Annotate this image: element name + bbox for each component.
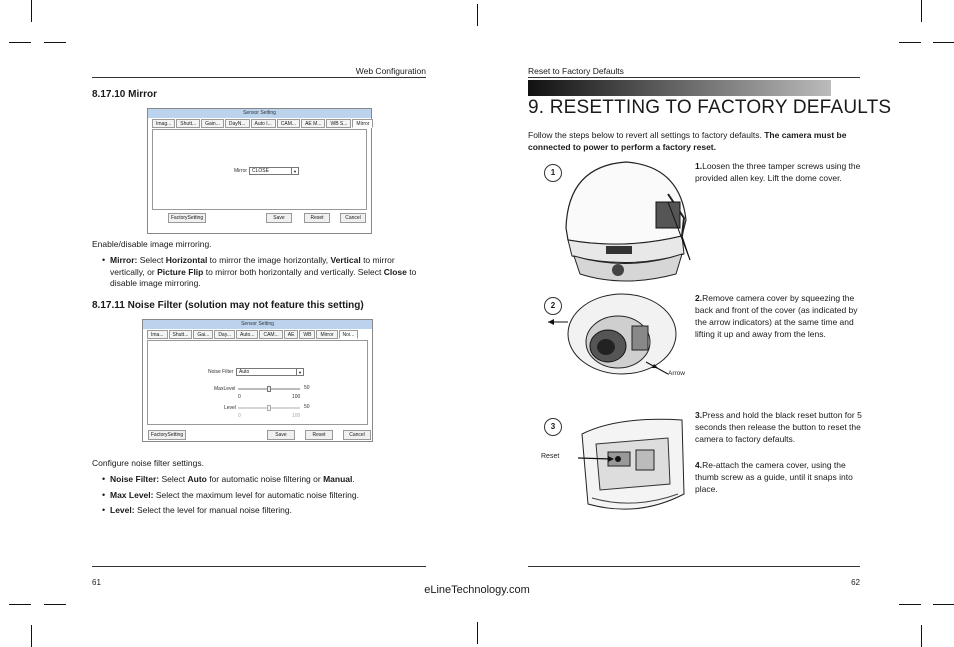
camera-module-illustration [548, 292, 688, 384]
level-slider[interactable] [238, 407, 300, 409]
step-3-text [695, 409, 863, 445]
level-value: 50 [304, 404, 310, 410]
tab-mirror[interactable]: Mirror [316, 330, 337, 339]
step-3-badge: 3 [544, 418, 562, 436]
tab-mirror[interactable]: Mirror [352, 119, 373, 128]
step-1-badge: 1 [544, 164, 562, 182]
level-label: Level [224, 405, 236, 411]
noise-filter-value: Auto [239, 369, 250, 375]
crop-mark [933, 42, 954, 43]
header-rule [92, 77, 426, 78]
noise-filter-select[interactable] [236, 368, 304, 376]
noise-bullets [100, 474, 426, 521]
tab-cam[interactable]: CAM... [259, 330, 282, 339]
step-description: Remove camera cover by squeezing the back and front of the cover (as indicated by the arrow indicators) at the same time and lifting it up and away from the lens. [695, 293, 858, 339]
tab-cam[interactable]: CAM... [277, 119, 300, 128]
noise-heading: 8.17.11 Noise Filter (solution may not feature this setting) [92, 300, 364, 311]
bullet-label: Noise Filter: [110, 474, 160, 484]
maxlevel-value: 50 [304, 385, 310, 391]
bullet-emph: Close [383, 266, 407, 277]
tab-shutter[interactable]: Shutt... [169, 330, 193, 339]
crop-mark [921, 625, 922, 647]
mirror-label: Mirror [234, 168, 248, 174]
crop-mark [933, 604, 954, 605]
cancel-button[interactable]: Cancel [340, 213, 366, 223]
chevron-down-icon: ▼ [296, 369, 303, 375]
step-4-text [695, 459, 863, 495]
bullet-label: Max Level: [110, 489, 154, 500]
noise-tabs [147, 330, 359, 339]
factory-setting-button[interactable]: FactorySetting [148, 430, 186, 440]
page-header: Web Configuration [355, 66, 426, 76]
tab-daynight[interactable]: Day... [214, 330, 235, 339]
left-page [92, 0, 426, 647]
step-description: Re-attach the camera cover, using the thumb screw as a guide, until it snaps into place. [695, 460, 853, 494]
title-gradient-bar [528, 80, 831, 96]
bullet-emph: Picture Flip [157, 266, 204, 277]
noise-intro: Configure noise filter settings. [92, 458, 204, 468]
bullet-text: to mirror vertically, or [110, 255, 395, 277]
tab-noise[interactable]: Noi... [339, 330, 359, 339]
maxlevel-bullet [100, 490, 426, 502]
page-header: Reset to Factory Defaults [528, 66, 624, 76]
crop-mark [921, 0, 922, 22]
intro-text: Follow the steps below to revert all settings to factory defaults. [528, 130, 765, 140]
step-description: Press and hold the black reset button for 5 seconds then release the button to reset the camera to factory defaults. [695, 410, 862, 444]
tab-daynight[interactable]: DayN... [225, 119, 250, 128]
maxlevel-label: MaxLevel [214, 386, 236, 392]
cancel-button[interactable]: Cancel [343, 430, 371, 440]
step-description: Loosen the three tamper screws using the provided allen key. Lift the dome cover. [695, 161, 861, 183]
tab-ae[interactable]: AE M... [301, 119, 325, 128]
bullet-text: Select [159, 474, 188, 484]
step-1-text [695, 160, 863, 184]
tab-auto[interactable]: Auto... [236, 330, 258, 339]
bullet-text: Select [137, 255, 166, 265]
tab-wb[interactable]: WB [299, 330, 315, 339]
site-footer: eLineTechnology.com [424, 584, 530, 596]
footer-rule [528, 566, 860, 567]
bullet-text: Select the level for manual noise filtering. [134, 505, 292, 515]
slider-knob[interactable] [267, 405, 271, 411]
intro-warning: The camera must be connected to power to perform a factory reset. [528, 130, 847, 152]
noise-pane [147, 340, 368, 425]
crop-mark [9, 604, 31, 605]
dome-cover-illustration [558, 158, 694, 292]
chevron-down-icon: ▼ [291, 168, 298, 174]
reset-callout: Reset [541, 453, 560, 460]
crop-mark [899, 604, 921, 605]
step-number: 4. [695, 460, 703, 470]
step-number: 1. [695, 161, 703, 171]
tab-image[interactable]: Imag... [152, 119, 175, 128]
tab-wb[interactable]: WB S... [326, 119, 351, 128]
mirror-tabs [152, 119, 374, 128]
reset-button-illustration [578, 414, 690, 518]
header-rule [528, 77, 860, 78]
bullet-label: Mirror: [110, 255, 138, 265]
mirror-select-value: CLOSE [252, 168, 269, 174]
tab-gain[interactable]: Gain... [201, 119, 224, 128]
crop-mark [477, 622, 478, 644]
level-bullet [100, 505, 426, 517]
tab-shutter[interactable]: Shutt... [176, 119, 200, 128]
mirror-bullet [100, 255, 426, 290]
arrow-callout: Arrow [668, 370, 685, 377]
mirror-heading: 8.17.10 Mirror [92, 89, 158, 100]
bullet-emph: Vertical [330, 255, 361, 265]
reset-button[interactable]: Reset [304, 213, 330, 223]
bullet-text: to disable image mirroring. [110, 266, 417, 288]
bullet-emph: Manual [323, 474, 353, 484]
bullet-text: . [352, 474, 355, 484]
mirror-select[interactable] [249, 167, 299, 175]
level-max: 100 [292, 413, 301, 419]
mirror-pane [152, 129, 367, 210]
level-min: 0 [238, 413, 241, 419]
crop-mark [9, 42, 31, 43]
right-page [528, 0, 892, 647]
mirror-dialog [147, 108, 372, 234]
noise-dialog [142, 319, 373, 442]
bullet-text: Select the maximum level for automatic noise filtering. [153, 489, 359, 500]
step-2-badge: 2 [544, 297, 562, 315]
step-number: 2. [695, 293, 703, 303]
bullet-emph: Auto [187, 474, 207, 484]
footer-rule [92, 566, 426, 567]
crop-mark [44, 604, 66, 605]
crop-mark [31, 0, 32, 22]
bullet-text: to mirror the image horizontally, [207, 255, 331, 265]
tab-gain[interactable]: Gai... [193, 330, 213, 339]
noise-filter-label: Noise Filter [208, 369, 234, 375]
maxlevel-max: 100 [292, 394, 301, 400]
crop-mark [899, 42, 921, 43]
reset-button[interactable]: Reset [305, 430, 333, 440]
maxlevel-slider[interactable] [238, 388, 300, 390]
save-button[interactable]: Save [266, 213, 292, 223]
mirror-bullets [100, 255, 426, 294]
tab-ae[interactable]: AE [284, 330, 299, 339]
crop-mark [477, 4, 478, 26]
page-title: 9. RESETTING TO FACTORY DEFAULTS [528, 97, 892, 118]
page-number: 61 [92, 578, 101, 587]
factory-setting-button[interactable]: FactorySetting [168, 213, 206, 223]
bullet-emph: Horizontal [165, 255, 208, 265]
mirror-intro: Enable/disable image mirroring. [92, 239, 212, 249]
reset-intro [528, 130, 862, 153]
page-number: 62 [851, 578, 860, 587]
tab-image[interactable]: Ima... [147, 330, 168, 339]
dialog-title: Sensor Setting [148, 109, 371, 118]
dialog-title: Sensor Setting [143, 320, 372, 329]
noise-bullet [100, 474, 426, 486]
slider-knob[interactable] [267, 386, 271, 392]
crop-mark [31, 625, 32, 647]
crop-mark [44, 42, 66, 43]
step-2-text [695, 292, 863, 340]
bullet-text: to mirror both horizontally and vertically. Select [203, 266, 384, 277]
save-button[interactable]: Save [267, 430, 295, 440]
bullet-label: Level: [110, 505, 135, 515]
tab-auto-iris[interactable]: Auto I... [251, 119, 276, 128]
bullet-text: for automatic noise filtering or [206, 474, 324, 484]
step-number: 3. [695, 410, 703, 420]
maxlevel-min: 0 [238, 394, 241, 400]
